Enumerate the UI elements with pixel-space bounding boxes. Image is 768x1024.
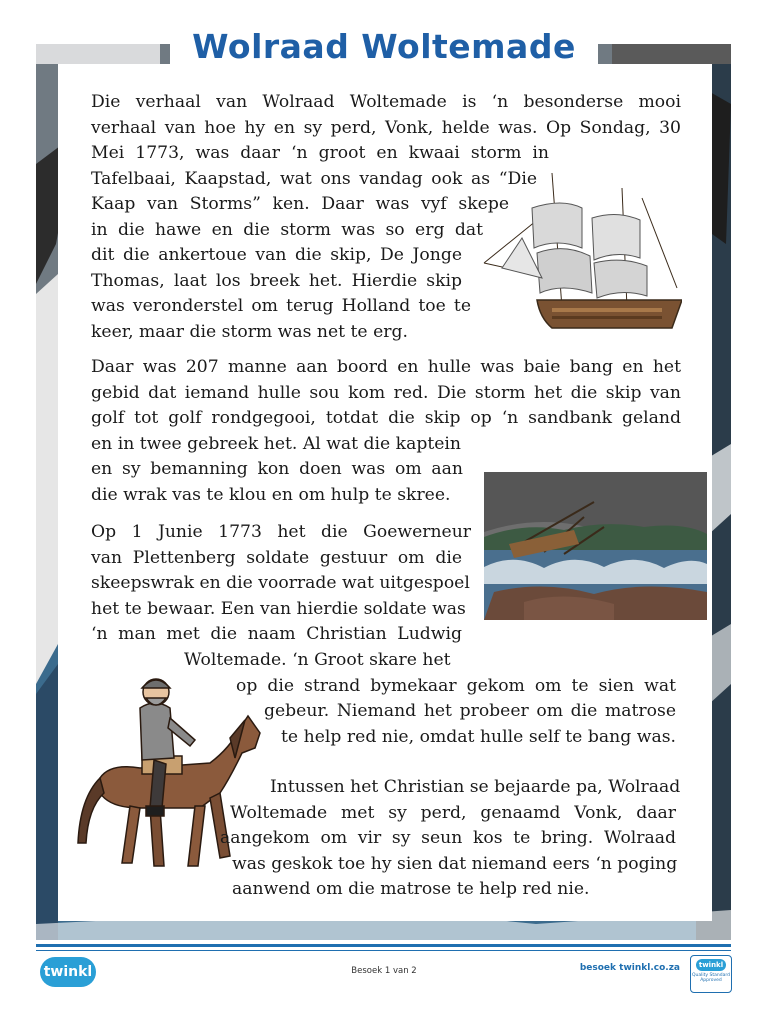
text-line: Woltemade met sy perd, genaamd Vonk, daar: [230, 802, 676, 823]
quality-badge-icon: [690, 955, 732, 993]
text-line: Woltemade. ‘n Groot skare het: [184, 650, 451, 670]
title-bar: [0, 22, 768, 72]
twinkl-logo[interactable]: twinkl: [40, 957, 96, 987]
text-line: in die hawe en die storm was so erg dat: [91, 219, 483, 240]
ship-illustration: [482, 168, 682, 336]
footer-divider: [36, 944, 731, 947]
text-line: keer, maar die storm was net te erg.: [91, 321, 408, 342]
text-line: die wrak vas te klou en om hulp te skree.: [91, 484, 451, 505]
text-line: op die strand bymekaar gekom om te sien wat: [236, 675, 676, 696]
badge-logo: twinkl: [696, 959, 726, 971]
badge-text: Quality Standard Approved: [692, 973, 730, 983]
page-number: Besoek 1 van 2: [351, 966, 417, 976]
text-line: Kaap van Storms” ken. Daar was vyf skepe: [91, 194, 509, 214]
text-line: was veronderstel om terug Holland toe te: [91, 296, 471, 316]
website-link[interactable]: besoek twinkl.co.za: [579, 963, 680, 973]
paragraph-3: [91, 520, 471, 648]
text-line: Intussen het Christian se bejaarde pa, Wolraad: [270, 777, 681, 797]
text-line: Daar was 207 manne aan boord en hulle was baie bang en het: [91, 357, 681, 377]
text-line: Op 1 Junie 1773 het die Goewerneur: [91, 522, 471, 542]
text-line: ‘n man met die naam Christian Ludwig: [91, 624, 462, 644]
text-line: skeepswrak en die voorrade wat uitgespoel: [91, 573, 470, 593]
text-line: het te bewaar. Een van hierdie soldate was: [91, 598, 466, 619]
footer-divider-thin: [36, 950, 731, 951]
text-line: te help red nie, omdat hulle self te bang was.: [281, 726, 676, 747]
text-line: gebeur. Niemand het probeer om die matrose: [264, 701, 676, 721]
page-title: Wolraad Woltemade: [192, 27, 576, 66]
text-line: Mei 1773, was daar ‘n groot en kwaai storm in: [91, 143, 549, 163]
text-line: Thomas, laat los breek het. Hierdie skip: [91, 270, 462, 291]
text-line: aangekom om vir sy seun kos te bring. Wolraad: [220, 828, 676, 848]
text-line: dit die ankertoue van die skip, De Jonge: [91, 245, 462, 265]
text-line: van Plettenberg soldate gestuur om die: [91, 547, 462, 568]
text-line: gebid dat iemand hulle sou kom red. Die storm het die skip van: [91, 382, 681, 403]
text-line: Tafelbaai, Kaapstad, wat ons vandag ook as “Die: [91, 168, 537, 189]
text-line: Die verhaal van Wolraad Woltemade is ‘n besonderse mooi: [91, 92, 681, 112]
text-line: golf tot golf rondgegooi, totdat die skip op ‘n sandbank geland: [91, 408, 681, 428]
text-line: verhaal van hoe hy en sy perd, Vonk, helde was. Op Sondag, 30: [91, 117, 681, 138]
text-line: aanwend om die matrose te help red nie.: [232, 879, 590, 899]
text-line: en sy bemanning kon doen was om aan: [91, 459, 463, 479]
paragraph-5: [212, 775, 682, 903]
shipwreck-illustration: [484, 472, 707, 620]
text-line: was geskok toe hy sien dat niemand eers ‘n poging: [232, 853, 678, 874]
text-line: en in twee gebreek het. Al wat die kaptein: [91, 433, 461, 454]
